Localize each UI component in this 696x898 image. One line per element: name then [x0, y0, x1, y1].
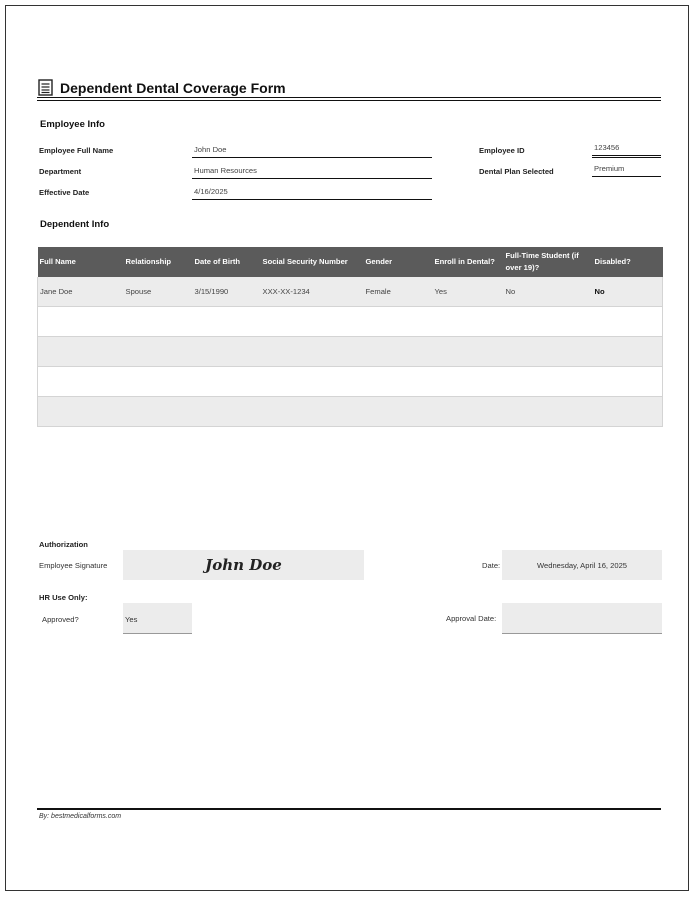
column-header: Enroll in Dental?: [433, 247, 504, 277]
employee-id-label: Employee ID: [479, 146, 525, 155]
employee-signature-field[interactable]: [123, 550, 364, 580]
signature-date-value: Wednesday, April 16, 2025: [536, 560, 628, 570]
title-divider-secondary: [37, 100, 661, 101]
table-cell[interactable]: 3/15/1990: [193, 277, 261, 307]
table-cell[interactable]: Yes: [433, 277, 504, 307]
effective-date-value: 4/16/2025: [194, 187, 228, 196]
hr-use-only-heading: HR Use Only:: [39, 593, 88, 602]
table-row: [38, 367, 663, 397]
table-cell[interactable]: [364, 337, 433, 367]
page-title: Dependent Dental Coverage Form: [60, 79, 286, 96]
table-cell[interactable]: [193, 337, 261, 367]
approved-value: Yes: [125, 615, 138, 624]
table-cell[interactable]: [124, 337, 193, 367]
table-cell[interactable]: [261, 397, 364, 427]
signature-date-field[interactable]: [502, 550, 662, 580]
table-cell[interactable]: [433, 307, 504, 337]
column-header: Social Security Number: [261, 247, 364, 277]
table-cell[interactable]: [124, 367, 193, 397]
employee-full-name-field[interactable]: [192, 144, 432, 158]
department-label: Department: [39, 167, 82, 176]
employee-signature-label: Employee Signature: [39, 561, 108, 570]
table-row: [38, 277, 663, 307]
table-cell[interactable]: [433, 397, 504, 427]
table-cell[interactable]: [504, 337, 593, 367]
employee-info-heading: Employee Info: [40, 119, 105, 130]
table-cell[interactable]: [593, 337, 663, 367]
department-value: Human Resources: [194, 166, 257, 175]
table-cell[interactable]: [124, 307, 193, 337]
table-cell[interactable]: [593, 307, 663, 337]
employee-id-field[interactable]: [592, 143, 661, 158]
table-cell[interactable]: Jane Doe: [38, 277, 124, 307]
approved-label: Approved?: [42, 615, 79, 624]
table-cell[interactable]: [38, 307, 124, 337]
authorization-heading: Authorization: [39, 540, 88, 549]
table-cell[interactable]: [364, 397, 433, 427]
table-cell[interactable]: [261, 337, 364, 367]
table-cell[interactable]: [38, 367, 124, 397]
table-cell[interactable]: [364, 367, 433, 397]
table-header-row: [38, 247, 663, 277]
table-cell[interactable]: [433, 367, 504, 397]
table-cell[interactable]: [193, 307, 261, 337]
table-cell[interactable]: [261, 307, 364, 337]
table-cell[interactable]: XXX-XX-1234: [261, 277, 364, 307]
dependents-table: [37, 247, 663, 427]
column-header: Full-Time Student (if over 19)?: [504, 247, 593, 277]
approved-field[interactable]: [123, 603, 192, 634]
employee-id-value: 123456: [594, 143, 620, 152]
approval-date-field[interactable]: [502, 603, 662, 634]
column-header: Relationship: [124, 247, 193, 277]
table-cell[interactable]: [193, 367, 261, 397]
approval-date-label: Approval Date:: [446, 614, 497, 623]
table-cell[interactable]: Female: [364, 277, 433, 307]
dental-plan-field[interactable]: [592, 164, 661, 177]
table-cell[interactable]: [504, 367, 593, 397]
column-header: Date of Birth: [193, 247, 261, 277]
table-cell[interactable]: [38, 337, 124, 367]
table-row: [38, 307, 663, 337]
table-cell[interactable]: [593, 397, 663, 427]
column-header: Disabled?: [593, 247, 663, 277]
table-cell[interactable]: [124, 397, 193, 427]
table-cell[interactable]: No: [504, 277, 593, 307]
table-row: [38, 397, 663, 427]
department-field[interactable]: [192, 165, 432, 179]
effective-date-label: Effective Date: [39, 188, 90, 197]
dental-plan-label: Dental Plan Selected: [479, 167, 554, 176]
footer-credit: By: bestmedicalforms.com: [39, 813, 122, 820]
table-cell[interactable]: [193, 397, 261, 427]
dependent-info-heading: Dependent Info: [40, 219, 110, 230]
table-cell[interactable]: [504, 397, 593, 427]
table-cell[interactable]: [38, 397, 124, 427]
table-cell[interactable]: Spouse: [124, 277, 193, 307]
form-page: [5, 5, 689, 891]
signature-date-label: Date:: [482, 561, 501, 570]
column-header: Gender: [364, 247, 433, 277]
table-cell[interactable]: [364, 307, 433, 337]
employee-full-name-value: John Doe: [194, 145, 227, 154]
dental-plan-value: Premium: [594, 164, 625, 173]
effective-date-field[interactable]: [192, 186, 432, 200]
table-cell[interactable]: No: [593, 277, 663, 307]
footer-divider: [37, 808, 661, 810]
table-cell[interactable]: [261, 367, 364, 397]
document-icon: [38, 79, 53, 96]
table-row: [38, 337, 663, 367]
table-cell[interactable]: [433, 337, 504, 367]
employee-full-name-label: Employee Full Name: [39, 146, 114, 155]
table-cell[interactable]: [504, 307, 593, 337]
form-header: [38, 79, 286, 96]
column-header: Full Name: [38, 247, 124, 277]
employee-signature-value: John Doe: [205, 556, 282, 574]
title-divider: [37, 97, 661, 98]
table-cell[interactable]: [593, 367, 663, 397]
